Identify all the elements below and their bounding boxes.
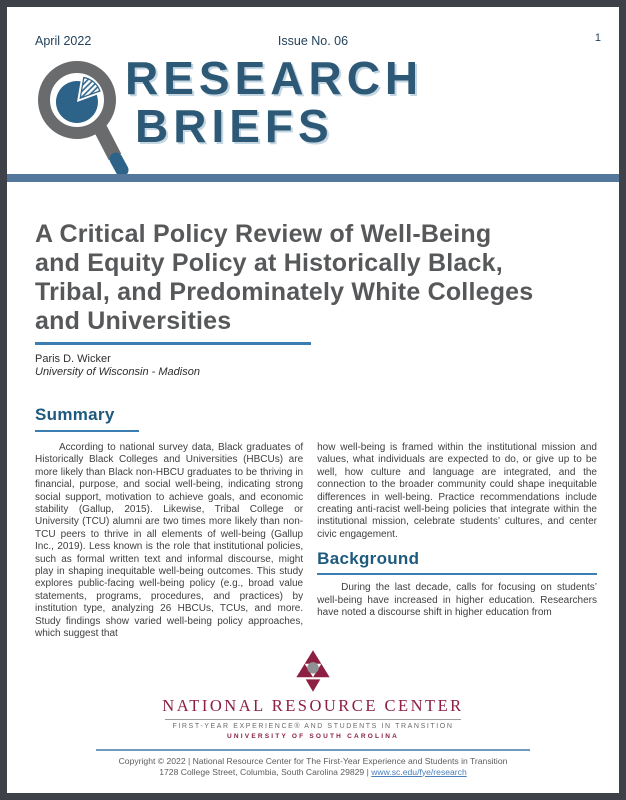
copyright-address: 1728 College Street, Columbia, South Carolina 29829 | [159,766,372,777]
article [35,220,597,641]
accent-band [7,174,619,182]
org-divider-rule [165,719,461,720]
article-title-line: A Critical Policy Review of Well-Being [35,220,492,248]
page-number: 1 [594,32,601,44]
summary-text-left: According to national survey data, Black graduates of Historically Black Colleges and Universities (HBCUs) are more likely than Black non-HBCU graduates to be thriving in financial, purpose, and social well-being, indicating strong social support, motivation to achieve goals, and economic stability (Gallup, 2015). Likewise, Tribal College or University (TCU) alumni are two times more likely than non-TCU peers to thrive in all elements of well-being (Gallup Inc., 2019). Less known is the role that institutional policies, such as formal written text and informal discourse, might play in shaping inequitable well-being outcomes. This study explores public-facing well-being policy (e.g., broad value statements, programs, procedures, and practices) by institution type, analyzing 26 HBCUs, TCUs, and more. Study findings show varied well-being policy approaches, which suggest that [35,442,304,640]
article-title-line: and Equity Policy at Historically Black, [35,249,503,277]
research-link[interactable]: www.sc.edu/fye/research [371,766,467,777]
magnifier-pie-chart-icon [33,54,133,179]
summary-text-right: how well-being is framed within the institutional mission and values, what individuals are expected to do, or give up to be well, how culture and language are integrated, and the connection to the broader community could shape inequitable differences in well-being. Practice recommendations include creating anti-racist well-being policies that integrate within the institutional mission, celebrate students’ cultures, and center civic engagement. [317,442,597,540]
masthead-line1: RESEARCH [125,52,424,104]
footer [7,648,619,777]
two-column-body [35,442,597,641]
left-column [35,442,303,641]
background-text: During the last decade, calls for focusing on students’ well-being have increased in higher education. Researchers have noted a discourse shift in higher education from [317,582,597,619]
masthead-title [125,54,423,150]
copyright-line1: Copyright © 2022 | National Resource Center for The First-Year Experience and Students in Transition [118,756,508,766]
author-name: Paris D. Wicker [35,353,111,365]
background-heading: Background [317,549,420,569]
title-underline-rule [35,342,311,345]
research-briefs-masthead [33,54,593,179]
footer-divider-rule [96,749,530,751]
copyright-block [7,756,619,777]
copyright-line2 [7,767,619,778]
page-header [7,34,619,50]
issue-date: April 2022 [35,34,92,48]
right-column [317,442,597,641]
org-subtitle: FIRST-YEAR EXPERIENCE® AND STUDENTS IN TRANSITION [172,723,454,730]
org-name: NATIONAL RESOURCE CENTER [162,696,464,715]
background-underline-rule [317,573,597,575]
summary-underline-rule [35,430,139,432]
author-affiliation: University of Wisconsin - Madison [35,366,200,378]
org-university: UNIVERSITY OF SOUTH CAROLINA [227,733,399,740]
article-title-line: and Universities [35,307,232,335]
masthead-line2: BRIEFS [135,100,334,152]
document-page [7,7,619,793]
issue-number: Issue No. 06 [277,34,349,48]
nrc-emblem-icon [287,648,339,694]
summary-heading: Summary [35,405,115,424]
article-title-line: Tribal, and Predominately White Colleges [35,278,534,306]
article-title [35,220,597,336]
